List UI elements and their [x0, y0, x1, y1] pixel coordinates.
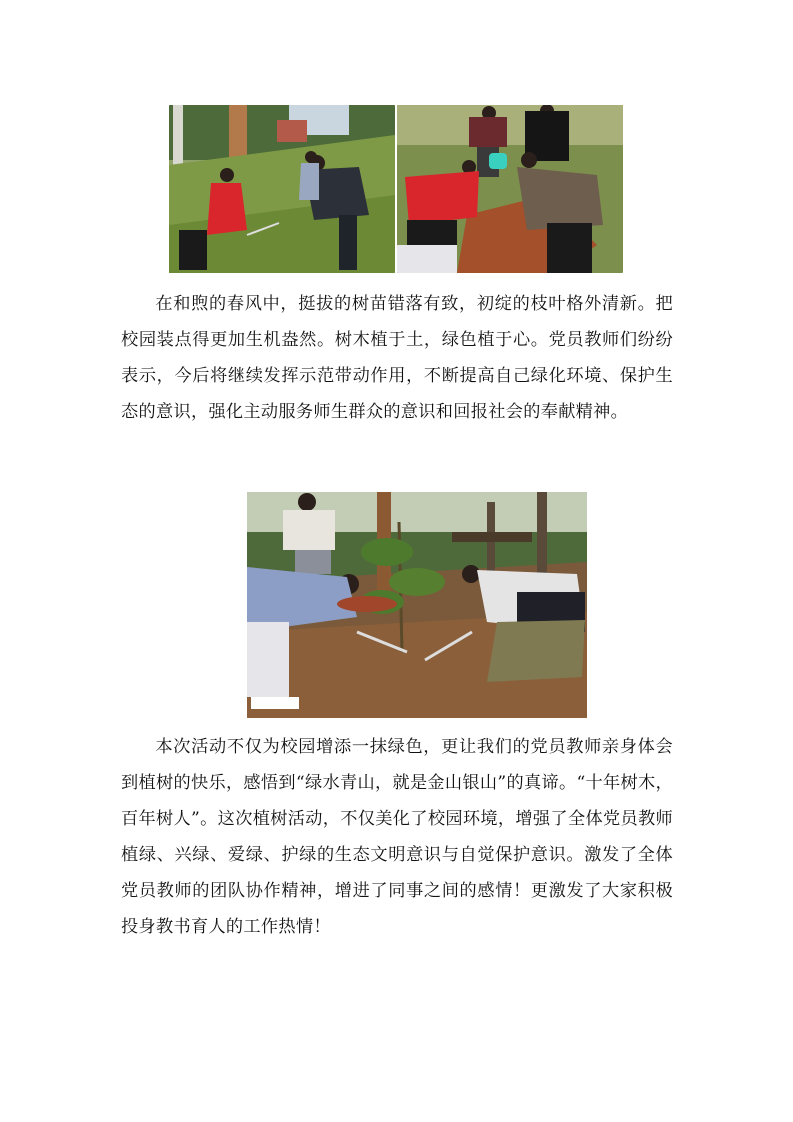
photo-watering-sapling	[397, 105, 623, 273]
photo-planting-slope	[169, 105, 395, 273]
photo-digging-sapling	[247, 492, 587, 718]
paragraph-activity-summary: 本次活动不仅为校园增添一抹绿色，更让我们的党员教师亲身体会到植树的快乐，感悟到“绿水青山，就是金山银山”的真谛。“十年树木，百年树人”。这次植树活动，不仅美化了校园环境，增强了全体党员教师植绿、兴绿、爱绿、护绿的生态文明意识与自觉保护意识。激发了全体党员教师的团队协作精神，增进了同事之间的感情！更激发了大家积极投身教书育人的工作热情！	[121, 737, 673, 937]
paragraph-spring-planting: 在和煦的春风中，挺拔的树苗错落有致，初绽的枝叶格外清新。把校园装点得更加生机盎然。树木植于土，绿色植于心。党员教师们纷纷表示，今后将继续发挥示范带动作用，不断提高自己绿化环境、保护生态的意识，强化主动服务师生群众的意识和回报社会的奉献精神。	[121, 294, 673, 422]
